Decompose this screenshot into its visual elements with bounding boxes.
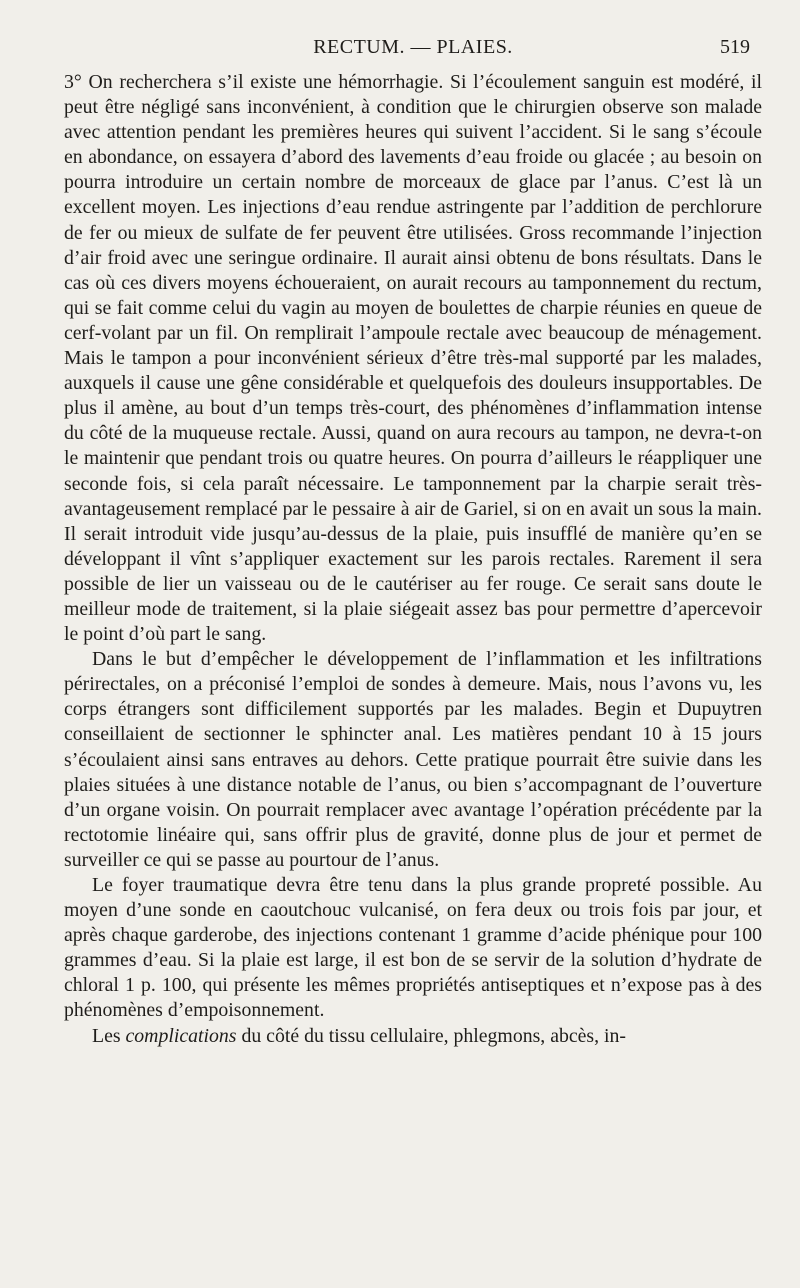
paragraph-complications	[64, 1024, 762, 1049]
paragraph-inflammation: Dans le but d’empêcher le développement de l’inflammation et les infiltrations périrectales, on a préconisé l’emploi de sondes à demeure. Mais, nous l’avons vu, les corps étrangers sont difficilement supportés par les malades. Begin et Dupuytren conseillaient de sectionner le sphincter anal. Les matières pendant 10 à 15 jours s’écoulaient ainsi sans entraves au dehors. Cette pratique pourrait être suivie dans les plaies situées à une distance notable de l’anus, ou bien s’accompagnant de l’ouverture d’un organe voisin. On pourrait remplacer avec avantage l’opération précédente par la rectotomie linéaire qui, sans offrir plus de gravité, donne plus de jour et permet de surveiller ce qui se passe au pourtour de l’anus.	[64, 648, 762, 871]
complications-continuation: du côté du tissu cellulaire, phlegmons, abcès, in-	[236, 1024, 626, 1047]
complications-emphasis: complications	[125, 1024, 237, 1047]
body-text	[64, 70, 762, 1049]
page-number: 519	[720, 36, 750, 58]
paragraph-traumatic-focus: Le foyer traumatique devra être tenu dans la plus grande propreté possible. Au moyen d’une sonde en caoutchouc vulcanisé, on fera deux ou trois fois par jour, et après chaque garderobe, des injections contenant 1 gramme d’acide phénique pour 100 grammes d’eau. Si la plaie est large, il est bon de se servir de la solution d’hydrate de chloral 1 p. 100, qui présente les mêmes propriétés antiseptiques et n’expose pas à des phénomènes d’empoisonnement.	[64, 874, 762, 1022]
paragraph-hemorrhage: 3° On recherchera s’il existe une hémorrhagie. Si l’écoulement sanguin est modéré, il peut être négligé sans inconvénient, à condition que le chirurgien observe son malade avec attention pendant les premières heures qui suivent l’accident. Si le sang s’écoule en abondance, on essayera d’abord des lavements d’eau froide ou glacée ; au besoin on pourra introduire un certain nombre de morceaux de glace par l’anus. C’est là un excellent moyen. Les injections d’eau rendue astringente par l’addition de perchlorure de fer ou mieux de sulfate de fer peuvent être utilisées. Gross recommande l’injection d’air froid avec une seringue ordinaire. Il aurait ainsi obtenu de bons résultats. Dans le cas où ces divers moyens échoueraient, on aurait recours au tamponnement du rectum, qui se fait comme celui du vagin au moyen de boulettes de charpie réunies en queue de cerf-volant par un fil. On remplirait l’ampoule rectale avec beaucoup de ménagement. Mais le tampon a pour inconvénient sérieux d’être très-mal supporté par les malades, auxquels il cause une gêne considérable et quelquefois des douleurs insupportables. De plus il amène, au bout d’un temps très-court, des phénomènes d’inflammation intense du côté de la muqueuse rectale. Aussi, quand on aura recours au tampon, ne devra-t-on le maintenir que pendant trois ou quatre heures. On pourra d’ailleurs le réappliquer une seconde fois, si cela paraît nécessaire. Le tamponnement par la charpie serait très-avantageusement remplacé par le pessaire à air de Gariel, si on en avait un sous la main. Il serait introduit vide jusqu’au-dessus de la plaie, puis insufflé de manière qu’en se développant il vînt s’appliquer exactement sur les parois rectales. Rarement il sera possible de lier un vaisseau ou de le cautériser au fer rouge. Ce serait sans doute le meilleur mode de traitement, si la plaie siégeait assez bas pour permettre d’apercevoir le point d’où part le sang.	[64, 71, 762, 646]
page-header	[64, 36, 762, 70]
complications-lead-in: Les	[92, 1024, 126, 1047]
running-title: RECTUM. — PLAIES.	[313, 36, 513, 58]
